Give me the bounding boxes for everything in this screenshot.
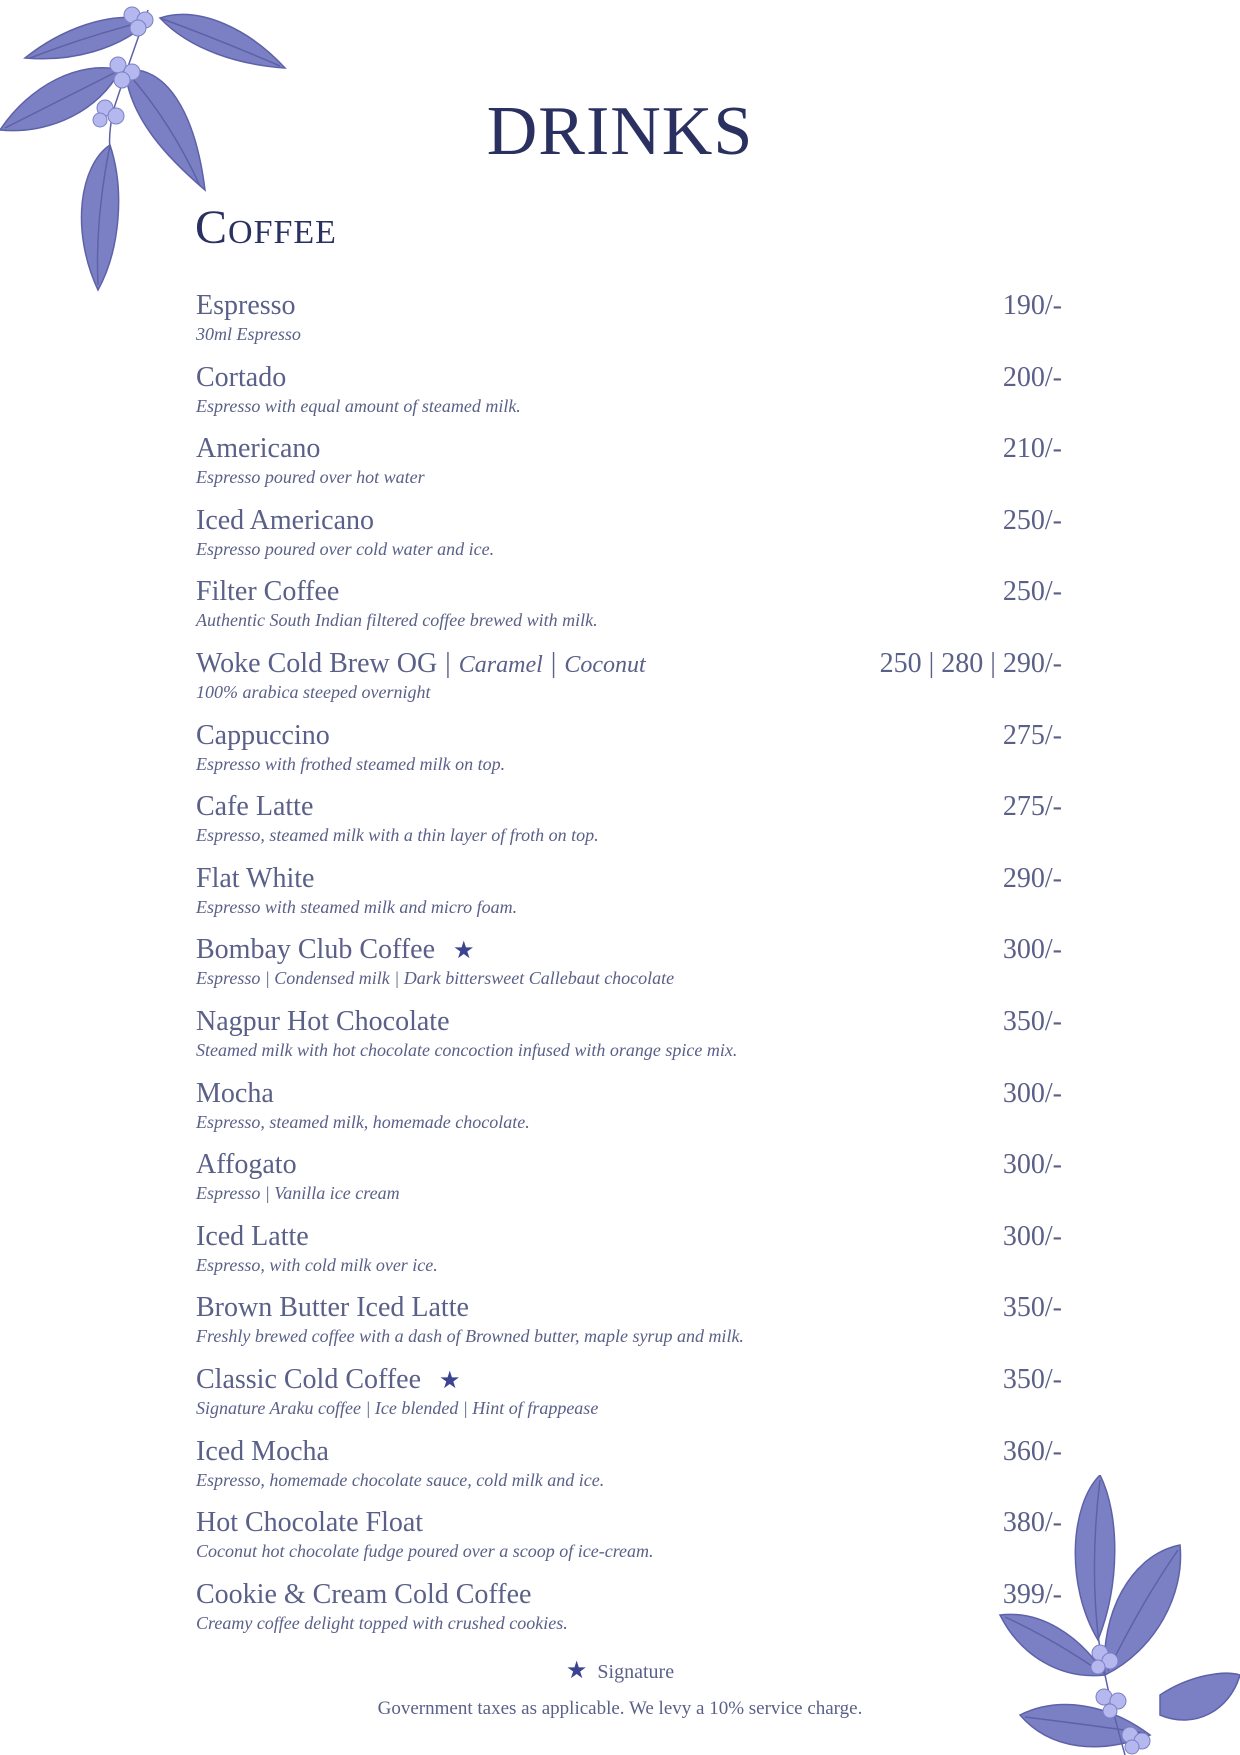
item-price: 300/- (1002, 1220, 1062, 1252)
signature-legend (0, 1656, 1240, 1685)
item-price: 200/- (1002, 361, 1062, 393)
menu-item (196, 1221, 1062, 1293)
item-description: Freshly brewed coffee with a dash of Browned butter, maple syrup and milk. (196, 1326, 744, 1347)
item-name-group (196, 648, 646, 680)
menu-item (196, 505, 1062, 577)
tax-note: Government taxes as applicable. We levy a 10% service charge. (377, 1698, 863, 1719)
item-price: 250 | 280 | 290/- (879, 647, 1062, 679)
item-description: Espresso | Condensed milk | Dark bittersweet Callebaut chocolate (196, 968, 675, 989)
menu-item (196, 1436, 1062, 1508)
menu-item (196, 1006, 1062, 1078)
item-description: Coconut hot chocolate fudge poured over a scoop of ice-cream. (196, 1541, 654, 1562)
item-name: Cortado (196, 361, 287, 393)
menu-item (196, 1149, 1062, 1221)
item-name: Iced Americano (196, 504, 375, 536)
item-name: Flat White (196, 862, 315, 894)
item-name: Americano (196, 433, 321, 465)
menu-item (196, 433, 1062, 505)
menu-item (196, 1364, 1062, 1436)
menu-item (196, 1292, 1062, 1364)
item-price: 275/- (1002, 791, 1062, 823)
item-price: 210/- (1002, 433, 1062, 465)
separator: | (445, 647, 451, 679)
item-description: Espresso, steamed milk, homemade chocolate. (196, 1111, 530, 1132)
page-title: DRINKS (486, 93, 754, 170)
section-title: Coffee (195, 201, 337, 254)
item-price: 350/- (1002, 1292, 1062, 1324)
item-price: 380/- (1002, 1507, 1062, 1539)
item-variant: Caramel (458, 651, 543, 678)
item-description: Espresso, with cold milk over ice. (196, 1254, 438, 1275)
item-name: Brown Butter Iced Latte (196, 1292, 469, 1324)
item-price: 275/- (1002, 719, 1062, 751)
item-description: Espresso | Vanilla ice cream (196, 1183, 400, 1204)
item-description: Espresso, homemade chocolate sauce, cold milk and ice. (196, 1469, 605, 1490)
item-price: 190/- (1002, 290, 1062, 321)
item-name: Nagpur Hot Chocolate (196, 1005, 450, 1037)
item-price: 250/- (1002, 504, 1062, 536)
item-name: Filter Coffee (196, 576, 340, 608)
menu-item (196, 791, 1062, 863)
item-name: Iced Latte (196, 1220, 309, 1252)
item-name: Espresso (196, 290, 296, 321)
item-name: Mocha (196, 1077, 274, 1109)
item-price: 290/- (1002, 862, 1062, 894)
menu-item (196, 863, 1062, 935)
item-name: Iced Mocha (196, 1435, 329, 1467)
menu-item (196, 290, 1062, 362)
menu-item (196, 1579, 1062, 1651)
menu-item (196, 934, 1062, 1006)
menu-item (196, 1078, 1062, 1150)
item-description: Espresso with frothed steamed milk on top. (196, 753, 506, 774)
item-name: Hot Chocolate Float (196, 1507, 424, 1539)
item-name: Classic Cold Coffee (196, 1363, 422, 1395)
item-name: Woke Cold Brew OG (196, 647, 438, 679)
menu-item (196, 362, 1062, 434)
signature-star-icon: ★ (439, 1367, 461, 1394)
item-name: Bombay Club Coffee (196, 934, 436, 966)
item-price: 399/- (1002, 1578, 1062, 1610)
signature-star-icon: ★ (565, 1658, 588, 1684)
item-variant: Coconut (564, 651, 646, 678)
item-description: 30ml Espresso (196, 324, 301, 344)
item-description: Espresso poured over hot water (196, 467, 425, 488)
menu-item (196, 648, 1062, 720)
menu-item (196, 1507, 1062, 1579)
item-description: Espresso, steamed milk with a thin layer of froth on top. (196, 825, 599, 846)
item-description: Espresso with equal amount of steamed milk. (196, 395, 521, 416)
separator: | (550, 647, 557, 679)
signature-star-icon: ★ (453, 938, 475, 965)
item-price: 350/- (1002, 1005, 1062, 1037)
item-description: Authentic South Indian filtered coffee brewed with milk. (196, 610, 598, 631)
item-name-group (196, 1364, 461, 1396)
item-price: 300/- (1002, 1149, 1062, 1181)
legend-label: Signature (597, 1661, 675, 1683)
item-description: Espresso poured over cold water and ice. (196, 538, 495, 559)
item-price: 300/- (1002, 1077, 1062, 1109)
item-name: Cappuccino (196, 719, 330, 751)
item-name: Cafe Latte (196, 791, 314, 823)
item-description: Signature Araku coffee | Ice blended | Hint of frappease (196, 1397, 599, 1418)
item-price: 300/- (1002, 934, 1062, 966)
item-name-group (196, 934, 475, 966)
item-price: 350/- (1002, 1363, 1062, 1395)
menu-item (196, 576, 1062, 648)
item-description: Creamy coffee delight topped with crushed cookies. (196, 1612, 568, 1633)
item-price: 250/- (1002, 576, 1062, 608)
item-description: Steamed milk with hot chocolate concoction infused with orange spice mix. (196, 1039, 738, 1060)
item-description: Espresso with steamed milk and micro foam. (196, 896, 518, 917)
item-name: Cookie & Cream Cold Coffee (196, 1578, 532, 1610)
item-name: Affogato (196, 1149, 297, 1181)
menu-list (196, 290, 1062, 1650)
item-description: 100% arabica steeped overnight (196, 681, 431, 702)
menu-item (196, 720, 1062, 792)
item-price: 360/- (1002, 1435, 1062, 1467)
